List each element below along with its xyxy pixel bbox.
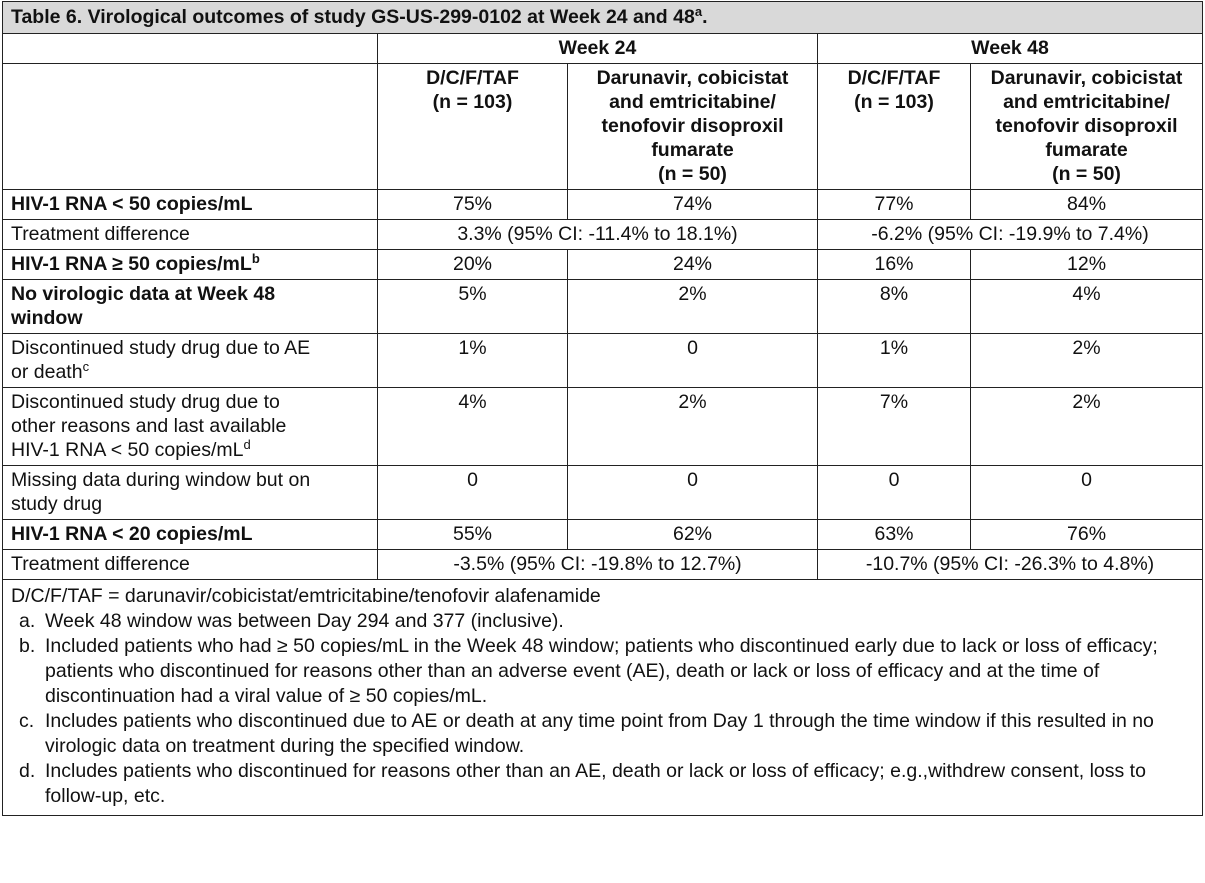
table-cell: 55%	[378, 520, 568, 550]
week48-header: Week 48	[818, 34, 1203, 64]
table-cell: 16%	[818, 250, 971, 280]
table-cell: 1%	[378, 334, 568, 388]
row-label-text: HIV-1 RNA < 50 copies/mL	[11, 439, 244, 461]
week-header-row	[3, 34, 1203, 64]
row-label-line: window	[11, 307, 83, 329]
row-label-line	[11, 360, 369, 384]
table-cell: 2%	[568, 388, 818, 466]
col-title-line: tenofovir disoproxil	[601, 115, 784, 137]
table-cell: 8%	[818, 280, 971, 334]
footnote-text: Week 48 window was between Day 294 and 377 (inclusive).	[45, 610, 564, 632]
table-cell: 5%	[378, 280, 568, 334]
table-cell: 20%	[378, 250, 568, 280]
table-cell: 24%	[568, 250, 818, 280]
row-label: HIV-1 RNA < 20 copies/mL	[3, 520, 378, 550]
table-row	[3, 334, 1203, 388]
row-label	[3, 334, 378, 388]
table-cell: 2%	[971, 334, 1203, 388]
footnote-item	[11, 609, 1194, 634]
abbreviation-note: D/C/F/TAF = darunavir/cobicistat/emtricitabine/tenofovir alafenamide	[11, 585, 601, 607]
col-title: D/C/F/TAF	[847, 67, 941, 89]
w48-comparator-header	[971, 64, 1203, 190]
row-label-line: other reasons and last available	[11, 415, 287, 437]
row-label	[3, 280, 378, 334]
row-label-line: Missing data during window but on	[11, 469, 311, 491]
footnote-marker: b	[251, 251, 260, 266]
table-cell: 7%	[818, 388, 971, 466]
table-cell: 63%	[818, 520, 971, 550]
table-row	[3, 190, 1203, 220]
footnote-item	[11, 634, 1194, 709]
table-cell: 0	[971, 466, 1203, 520]
table-cell: 62%	[568, 520, 818, 550]
table-cell: 74%	[568, 190, 818, 220]
col-title-line: Darunavir, cobicistat	[990, 67, 1183, 89]
table-container	[2, 1, 1202, 816]
row-label-line: No virologic data at Week 48	[11, 283, 276, 305]
table-row	[3, 388, 1203, 466]
row-label-text: or death	[11, 361, 83, 383]
table-row	[3, 520, 1203, 550]
caption-footnote-marker: a	[694, 4, 703, 19]
empty-header-cell	[3, 64, 378, 190]
week24-header: Week 24	[378, 34, 818, 64]
table-cell: 84%	[971, 190, 1203, 220]
caption-text: Table 6. Virological outcomes of study GS-US-299-0102 at Week 24 and 48	[11, 6, 695, 28]
table-cell: 12%	[971, 250, 1203, 280]
row-label	[3, 250, 378, 280]
footnote-marker: d	[243, 437, 251, 452]
row-label: HIV-1 RNA < 50 copies/mL	[3, 190, 378, 220]
table-cell: 2%	[971, 388, 1203, 466]
table-cell: 0	[568, 334, 818, 388]
table-cell: 2%	[568, 280, 818, 334]
w24-comparator-header	[568, 64, 818, 190]
footnote-item	[11, 709, 1194, 759]
col-title: D/C/F/TAF	[426, 67, 519, 89]
table-cell: 0	[818, 466, 971, 520]
row-label-line: Discontinued study drug due to	[11, 391, 280, 413]
treatment-difference-w48: -10.7% (95% CI: -26.3% to 4.8%)	[818, 550, 1203, 580]
row-label-line: Discontinued study drug due to AE	[11, 337, 311, 359]
footnotes	[3, 580, 1203, 816]
row-label	[3, 388, 378, 466]
col-n: (n = 50)	[1052, 163, 1121, 185]
caption-row	[3, 2, 1203, 34]
col-title-line: and emtricitabine/	[609, 91, 776, 113]
table-cell: 4%	[378, 388, 568, 466]
col-n: (n = 103)	[854, 91, 934, 113]
footnote-letter: a.	[19, 610, 36, 632]
column-header-row	[3, 64, 1203, 190]
table-row	[3, 550, 1203, 580]
row-label: Treatment difference	[3, 220, 378, 250]
table-cell: 0	[568, 466, 818, 520]
w24-dcftaf-header	[378, 64, 568, 190]
row-label: Treatment difference	[3, 550, 378, 580]
treatment-difference-w48: -6.2% (95% CI: -19.9% to 7.4%)	[818, 220, 1203, 250]
table-cell: 0	[378, 466, 568, 520]
table-row	[3, 466, 1203, 520]
col-title-line: Darunavir, cobicistat	[596, 67, 789, 89]
treatment-difference-w24: -3.5% (95% CI: -19.8% to 12.7%)	[378, 550, 818, 580]
table-caption: Table 6. Virological outcomes of study GS-US-299-0102 at Week 24 and 48$^a$.	[3, 2, 1203, 34]
footnotes-row	[3, 580, 1203, 816]
table-cell: 1%	[818, 334, 971, 388]
col-title-line: fumarate	[651, 139, 734, 161]
table-cell: 4%	[971, 280, 1203, 334]
table-cell: 76%	[971, 520, 1203, 550]
w48-dcftaf-header	[818, 64, 971, 190]
footnote-letter: d.	[19, 760, 36, 782]
row-label	[3, 466, 378, 520]
row-label-line: study drug	[11, 493, 103, 515]
row-label-text: HIV-1 RNA ≥ 50 copies/mL	[11, 253, 252, 275]
footnote-text: Includes patients who discontinued due to AE or death at any time point from Day 1 through the time window if this resulted in no virologic data on treatment during the specified window.	[45, 710, 1154, 757]
treatment-difference-w24: 3.3% (95% CI: -11.4% to 18.1%)	[378, 220, 818, 250]
footnote-marker: c	[82, 359, 90, 374]
table-cell: 77%	[818, 190, 971, 220]
col-n: (n = 103)	[432, 91, 513, 113]
empty-header-cell	[3, 34, 378, 64]
col-n: (n = 50)	[658, 163, 727, 185]
table-cell: 75%	[378, 190, 568, 220]
footnote-text: Includes patients who discontinued for reasons other than an AE, death or lack or loss of efficacy; e.g.,withdrew consent, loss to follow-up, etc.	[45, 760, 1146, 807]
virological-outcomes-table	[2, 1, 1203, 816]
table-row	[3, 280, 1203, 334]
table-row	[3, 220, 1203, 250]
col-title-line: and emtricitabine/	[1003, 91, 1170, 113]
footnote-letter: b.	[19, 635, 36, 657]
col-title-line: tenofovir disoproxil	[995, 115, 1178, 137]
footnote-item	[11, 759, 1194, 809]
table-row	[3, 250, 1203, 280]
col-title-line: fumarate	[1045, 139, 1128, 161]
row-label-line	[11, 438, 369, 462]
footnote-text: Included patients who had ≥ 50 copies/mL in the Week 48 window; patients who discontinued early due to lack or loss of efficacy; patients who discontinued for reasons other than an adverse event (AE), death or lack or loss of efficacy and at the time of discontinuation had a viral value of ≥ 50 copies/mL.	[45, 635, 1158, 707]
footnote-letter: c.	[19, 710, 35, 732]
